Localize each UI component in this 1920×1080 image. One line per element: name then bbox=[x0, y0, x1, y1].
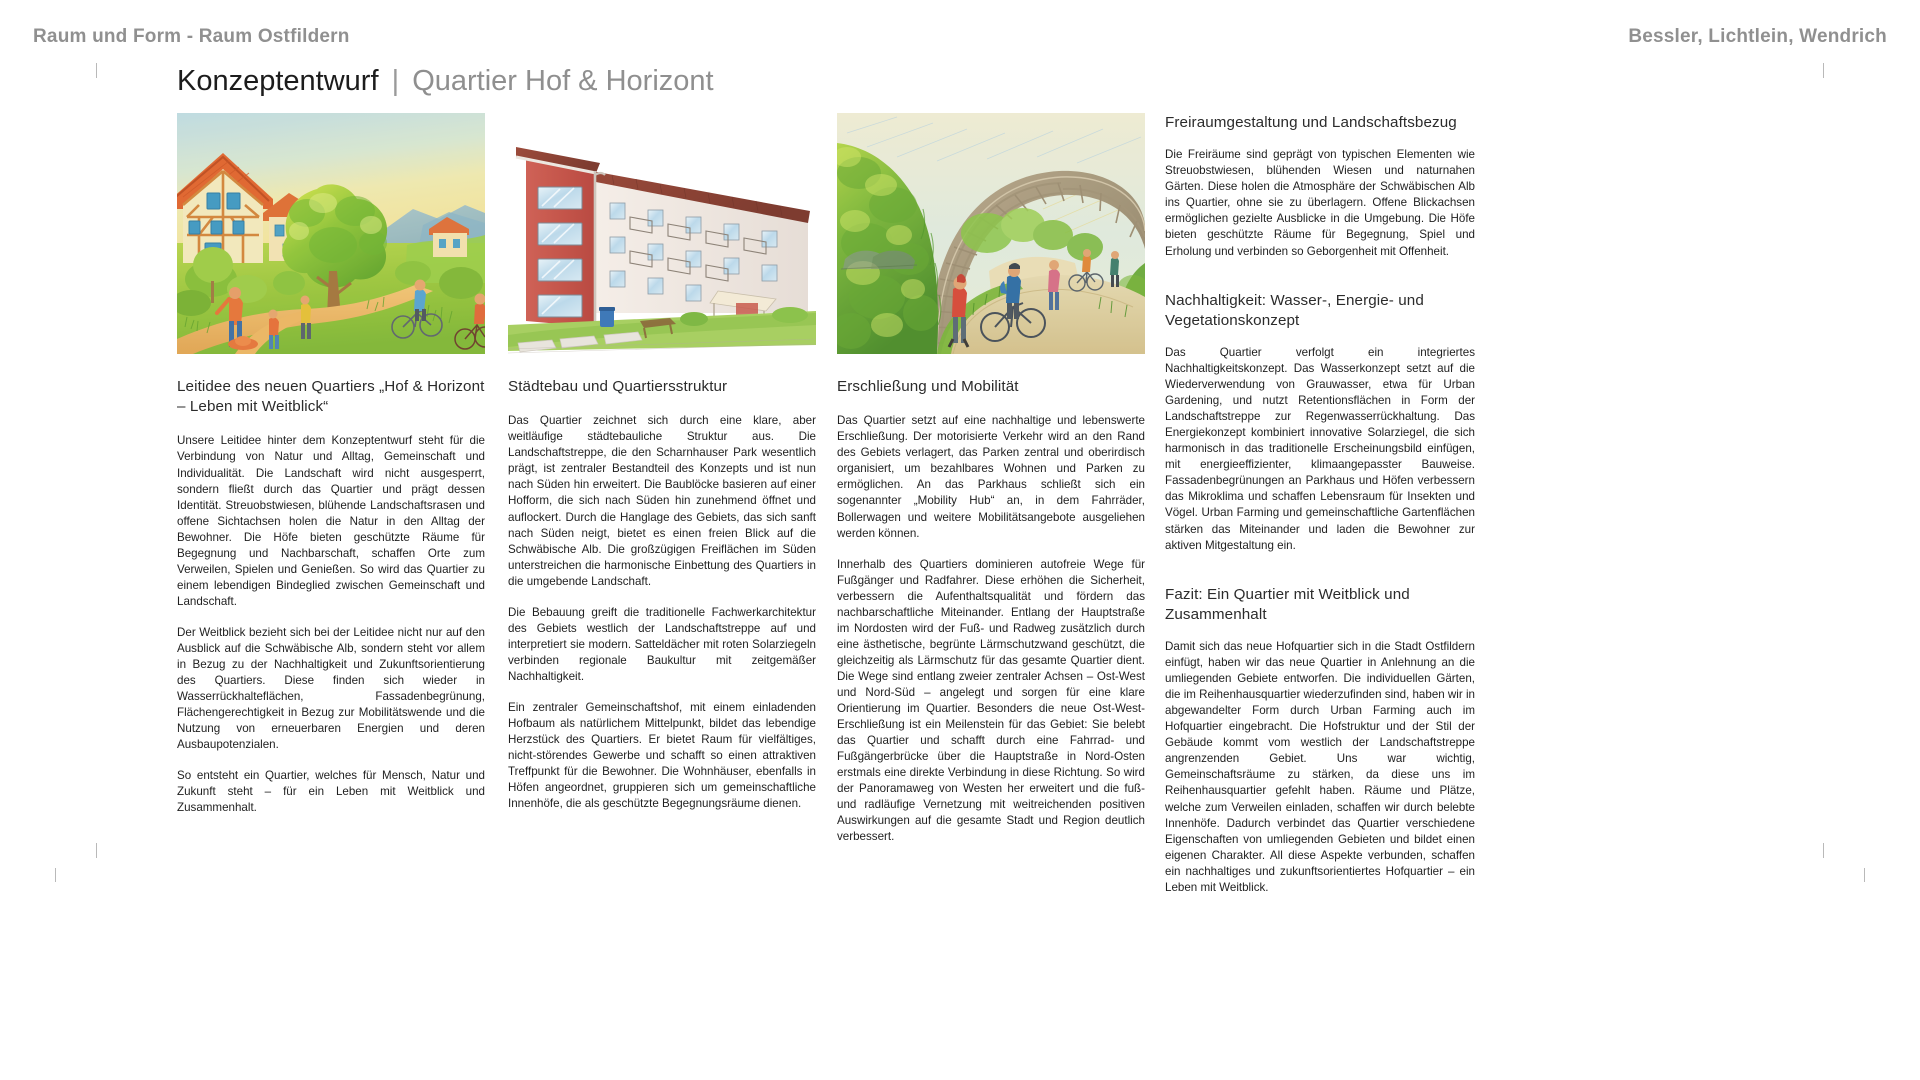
paragraph: Ein zentraler Gemeinschaftshof, mit einem einladenden Hofbaum als natürlichem Mittelpunkt, bildet das lebendige Herzstück des Quartiers. Er bietet Raum für vielfältiges, nicht-störendes Gewerbe und schafft so einen attraktiven Treffpunkt für die Bewohner. Die Wohnhäuser, ebenfalls in Höfen angeordnet, gruppieren sich um gemeinschaftliche Innenhöfe, die als geschützte Begegnungsräume dienen. bbox=[508, 700, 816, 811]
page-title-subtitle: Quartier Hof & Horizont bbox=[412, 65, 714, 97]
page-title-main: Konzeptentwurf bbox=[177, 65, 379, 97]
running-header bbox=[0, 26, 1920, 56]
crop-mark-bottom-left bbox=[96, 843, 97, 858]
paragraph: Unsere Leitidee hinter dem Konzeptentwurf steht für die Verbindung von Natur und Alltag, Gemeinschaft und Individualität. Die Landschaft wird nicht ausgesperrt, sondern fließt durch das Quartier und prägt dessen Identität. Streuobstwiesen, blühende Landschaftsrasen und offene Sichtachsen holen die Natur in den Alltag der Bewohner. Die Höfe bieten geschützte Räume für Begegnung und Nachbarschaft, schaffen Orte zum Verweilen, Spielen und Genießen. So wird das Quartier zu einem lebendigen Bindeglied zwischen Gemeinschaft und Landschaft. bbox=[177, 434, 485, 608]
paragraph: So entsteht ein Quartier, welches für Mensch, Natur und Zukunft steht – für ein Leben mit Weitblick und Zusammenhalt. bbox=[177, 769, 485, 815]
section-heading-staedtebau: Städtebau und Quartiersstruktur bbox=[508, 378, 728, 395]
page-title bbox=[177, 65, 714, 98]
block-freiraumgestaltung bbox=[1165, 113, 1475, 260]
block-nachhaltigkeit bbox=[1165, 291, 1475, 554]
column-leitidee bbox=[177, 113, 485, 816]
section-heading-leitidee: Leitidee des neuen Quartiers „Hof & Horizont – Leben mit Weitblick“ bbox=[177, 378, 485, 416]
illustration-green-tunnel-path bbox=[837, 113, 1145, 354]
paragraph: Damit sich das neue Hofquartier sich in die Stadt Ostfildern einfügt, haben wir das neue Quartier in Anlehnung an die umliegenden Gebiete entworfen. Die individuellen Gärten, die im Reihenhausquartier wiederzufinden sind, haben wir in abgewandelter Form durch Urban Farming auch im Hofquartier eingebracht. Die Hofstruktur und der Stil der Gebäude kommt vom westlich der Landschaftstreppe angrenzenden Gebiet. Uns war wichtig, Gemeinschaftsräume zu stärken, da diese uns im Reihenhausquartier gefehlt haben. Räume und Plätze, welche zum Verweilen einladen, schaffen wir durch belebte Innenhöfe. Dadurch verbindet das Quartier verschiedene Eigenschaften von umliegenden Gebieten und bildet einen eigenen Charakter. All diese Aspekte verbunden, schaffen ein nachhaltiges und zukunftsorientiertes Hofquartier – ein Leben mit Weitblick. bbox=[1165, 640, 1475, 894]
crop-mark-bottom-right bbox=[1823, 843, 1824, 858]
illustration-apartment-building bbox=[508, 113, 816, 354]
crop-mark-top-left bbox=[96, 63, 97, 78]
illustration-village-street bbox=[177, 113, 485, 354]
block-fazit bbox=[1165, 585, 1475, 896]
paragraph: Das Quartier zeichnet sich durch eine klare, aber weitläufige städtebauliche Struktur aus. Die Landschaftstreppe, die den Scharnhauser Park wesentlich prägt, ist zentraler Bestandteil des Konzepts und ist nun nach Süden hin erweitert. Die Baublöcke basieren auf einer Hofform, die sich nach Süden hin zunehmend öffnet und auflockert. Durch die Hanglage des Gebiets, das sich sanft nach Süden neigt, bietet es einen freien Blick auf die Schwäbische Alb. Die großzügigen Freiflächen im Süden unterstreichen die harmonische Einbettung des Quartiers in die umgebende Landschaft. bbox=[508, 414, 816, 588]
crop-mark-top-right bbox=[1823, 63, 1824, 78]
section-heading-erschliessung: Erschließung und Mobilität bbox=[837, 378, 1019, 395]
header-authors: Bessler, Lichtlein, Wendrich bbox=[1628, 26, 1887, 47]
column-erschliessung bbox=[837, 113, 1145, 845]
page-title-separator: | bbox=[391, 65, 400, 97]
paragraph: Die Freiräume sind geprägt von typischen Elementen wie Streuobstwiesen, blühenden Wiesen und naturnahen Gärten. Diese holen die Atmosphäre der Schwäbischen Alb ins Quartier, ohne sie zu überlagern. Offene Blickachsen ermöglichen gezielte Ausblicke in die Umgebung. Die Höfe bieten geschützte Räume für Begegnung, Spiel und Erholung und verbinden so Geborgenheit mit Offenheit. bbox=[1165, 148, 1475, 258]
paragraph: Die Bebauung greift die traditionelle Fachwerkarchitektur des Gebiets westlich der Landschaftstreppe auf und interpretiert sie modern. Satteldächer mit roten Solarziegeln verbinden regionale Baukultur mit zeitgemäßer Nachhaltigkeit. bbox=[508, 605, 816, 683]
paragraph: Der Weitblick bezieht sich bei der Leitidee nicht nur auf den Ausblick auf die Schwäbische Alb, sondern steht vor allem in Bezug zu der Nachhaltigkeit und Zukunftsorientierung des Quartiers. Diese finden sich wieder in Wasserrückhalteflächen, Fassadenbegrünung, Flächengerechtigkeit in Bezug zur Mobilitätswende und die Nutzung von erneuerbaren Energien und deren Ausbaupotenzialen. bbox=[177, 625, 485, 752]
column-freiraum-nachhaltigkeit-fazit bbox=[1165, 113, 1475, 896]
column-staedtebau bbox=[508, 113, 816, 812]
paragraph: Das Quartier verfolgt ein integriertes Nachhaltigkeitskonzept. Das Wasserkonzept setzt auf die Wiederverwendung von Grauwasser, etwa für Urban Gardening, und nutzt Retentionsflächen in Form der Landschaftstreppe zur Regenwasserrückhaltung. Das Energiekonzept kombiniert innovative Solarziegel, die sich harmonisch in das traditionelle Erscheinungsbild einfügen, mit energieeffizienter, klimaangepasster Bauweise. Fassadenbegrünungen an Parkhaus und Höfen verbessern das Mikroklima und schaffen Lebensraum für Insekten und Vögel. Urban Farming und gemeinschaftliche Gartenflächen stärken das Miteinander und laden die Bewohner zur aktiven Mitgestaltung ein. bbox=[1165, 345, 1475, 552]
paragraph: Innerhalb des Quartiers dominieren autofreie Wege für Fußgänger und Radfahrer. Diese erhöhen die Sicherheit, verbessern die Aufenthaltsqualität und fördern das nachbarschaftliche Miteinander. Entlang der Hauptstraße im Nordosten wird der Fuß- und Radweg zusätzlich durch eine ästhetische, begrünte Lärmschutzwand geschützt, die gleichzeitig als Lärmschutz für das gesamte Quartier dient. Die Wege sind entlang zweier zentraler Achsen – Ost-West und Nord-Süd – angelegt und sorgen für eine klare Orientierung im Quartier. Besonders die neue Ost-West-Erschließung ist ein Meilenstein für das Gebiet: Sie belebt das Quartier und schafft durch eine Fahrrad- und Fußgängerbrücke über die Hauptstraße in Nord-Osten erstmals eine direkte Verbindung in diese Richtung. So wird der Panoramaweg von Westen her erweitert und die fuß- und radläufige Vernetzung mit weitreichenden positiven Auswirkungen auf die gesamte Stadt und Region deutlich verbessert. bbox=[837, 557, 1145, 844]
header-project-title: Raum und Form - Raum Ostfildern bbox=[33, 26, 350, 47]
section-heading-fazit: Fazit: Ein Quartier mit Weitblick und Zusammenhalt bbox=[1165, 585, 1410, 623]
crop-mark-side-right bbox=[1864, 868, 1865, 882]
crop-mark-side-left bbox=[55, 868, 56, 882]
section-heading-freiraumgestaltung: Freiraumgestaltung und Landschaftsbezug bbox=[1165, 114, 1457, 131]
paragraph: Das Quartier setzt auf eine nachhaltige und lebenswerte Erschließung. Der motorisierte Verkehr wird an den Rand des Gebiets verlagert, das Parken zentral und oberirdisch organisiert, um bezahlbares Wohnen und Parken zu ermöglichen. An das Parkhaus schließt sich ein sogenannter „Mobility Hub“ an, in dem Fahrräder, Bollerwagen und weitere Mobilitätsangebote ausgeliehen werden können. bbox=[837, 414, 1145, 540]
section-heading-nachhaltigkeit: Nachhaltigkeit: Wasser-, Energie- und Vegetationskonzept bbox=[1165, 291, 1424, 329]
